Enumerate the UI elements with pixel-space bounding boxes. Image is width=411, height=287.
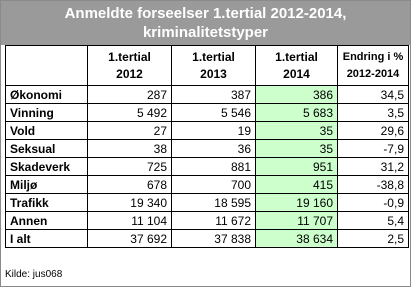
row-label: Annen	[6, 212, 88, 230]
table-row	[6, 158, 409, 176]
cell-2013: 11 672	[172, 212, 256, 230]
source-note: Kilde: jus068	[5, 269, 63, 280]
cell-change: -38,8	[338, 176, 409, 194]
cell-2013: 5 546	[172, 104, 256, 122]
cell-change: -0,9	[338, 194, 409, 212]
row-label: Trafikk	[6, 194, 88, 212]
cell-2012: 287	[88, 86, 172, 104]
table-row	[6, 122, 409, 140]
header-row	[6, 46, 409, 86]
cell-change: 29,6	[338, 122, 409, 140]
table-row	[6, 176, 409, 194]
table-title	[1, 1, 410, 45]
header-empty	[6, 46, 88, 86]
cell-change: 31,2	[338, 158, 409, 176]
crime-statistics-table	[5, 45, 409, 248]
cell-2014: 19 160	[256, 194, 338, 212]
row-label: Seksual	[6, 140, 88, 158]
cell-2014: 415	[256, 176, 338, 194]
cell-2014: 951	[256, 158, 338, 176]
cell-2012: 5 492	[88, 104, 172, 122]
cell-change: 34,5	[338, 86, 409, 104]
cell-2013: 37 838	[172, 230, 256, 248]
row-label: Miljø	[6, 176, 88, 194]
cell-2012: 19 340	[88, 194, 172, 212]
row-label: Vinning	[6, 104, 88, 122]
cell-2014: 35	[256, 122, 338, 140]
cell-2013: 881	[172, 158, 256, 176]
row-label: Økonomi	[6, 86, 88, 104]
table-row-total	[6, 230, 409, 248]
header-change: Endring i % 2012-2014	[338, 46, 409, 86]
cell-2012: 725	[88, 158, 172, 176]
cell-2013: 700	[172, 176, 256, 194]
cell-change: 2,5	[338, 230, 409, 248]
header-2014: 1.tertial 2014	[256, 46, 338, 86]
cell-2012: 38	[88, 140, 172, 158]
cell-2014: 35	[256, 140, 338, 158]
cell-change: -7,9	[338, 140, 409, 158]
row-label: I alt	[6, 230, 88, 248]
row-label: Skadeverk	[6, 158, 88, 176]
cell-change: 3,5	[338, 104, 409, 122]
cell-2012: 11 104	[88, 212, 172, 230]
title-line-2: kriminalitetstyper	[142, 24, 269, 41]
header-2012: 1.tertial 2012	[88, 46, 172, 86]
table-row	[6, 86, 409, 104]
cell-2012: 37 692	[88, 230, 172, 248]
cell-2014: 5 683	[256, 104, 338, 122]
cell-2013: 36	[172, 140, 256, 158]
cell-2013: 18 595	[172, 194, 256, 212]
cell-2012: 678	[88, 176, 172, 194]
cell-2013: 387	[172, 86, 256, 104]
cell-2012: 27	[88, 122, 172, 140]
cell-change: 5,4	[338, 212, 409, 230]
row-label: Vold	[6, 122, 88, 140]
cell-2014: 386	[256, 86, 338, 104]
cell-2014: 11 707	[256, 212, 338, 230]
cell-2013: 19	[172, 122, 256, 140]
cell-2014: 38 634	[256, 230, 338, 248]
table-row	[6, 212, 409, 230]
header-2013: 1.tertial 2013	[172, 46, 256, 86]
title-line-1: Anmeldte forseelser 1.tertial 2012-2014,	[64, 5, 347, 22]
table-row	[6, 104, 409, 122]
table-row	[6, 140, 409, 158]
table-row	[6, 194, 409, 212]
